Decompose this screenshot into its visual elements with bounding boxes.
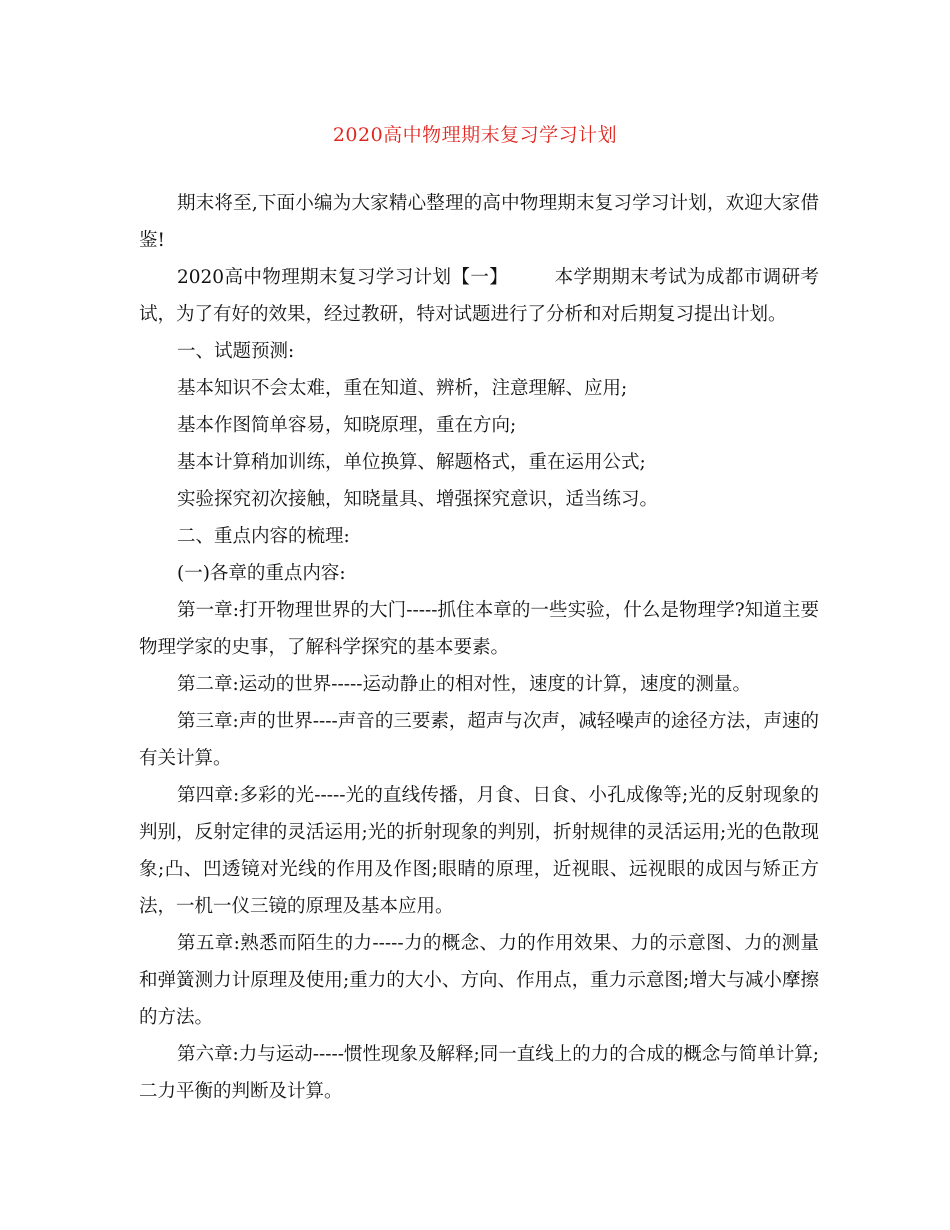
chapter-1-paragraph: 第一章:打开物理世界的大门-----抓住本章的一些实验，什么是物理学?知道主要物理学家的史事，了解科学探究的基本要素。: [139, 600, 819, 658]
subsection-heading-chapters: (一)各章的重点内容:: [177, 563, 346, 584]
chapter-6-paragraph: 第六章:力与运动-----惯性现象及解释;同一直线上的力的合成的概念与简单计算;二力平衡的判断及计算。: [139, 1044, 819, 1102]
chapter-3-paragraph: 第三章:声的世界----声音的三要素，超声与次声，减轻噪声的途径方法，声速的有关计算。: [139, 711, 819, 769]
document-body: [139, 185, 819, 1110]
section-heading-prediction: 一、试题预测:: [177, 341, 295, 362]
intro-paragraph: 期末将至,下面小编为大家精心整理的高中物理期末复习学习计划，欢迎大家借鉴!: [139, 193, 819, 251]
document-title: 2020高中物理期末复习学习计划: [332, 124, 618, 146]
plan-heading: 2020高中物理期末复习学习计划【一】: [177, 267, 509, 288]
chapter-4-paragraph: 第四章:多彩的光-----光的直线传播，月食、日食、小孔成像等;光的反射现象的判别，反射定律的灵活运用;光的折射现象的判别，折射规律的灵活运用;光的色散现象;凸、凹透镜对光线的作用及作图;眼睛的原理，近视眼、远视眼的成因与矫正方法，一机一仪三镜的原理及基本应用。: [139, 785, 819, 917]
list-item-drawing: 基本作图简单容易，知晓原理，重在方向;: [177, 415, 517, 436]
chapter-5-paragraph: 第五章:熟悉而陌生的力-----力的概念、力的作用效果、力的示意图、力的测量和弹簧测力计原理及使用;重力的大小、方向、作用点，重力示意图;增大与减小摩擦的方法。: [139, 933, 819, 1028]
plan-text: 本学期期末考试为成都市调研考试，为了有好的效果，经过教研，特对试题进行了分析和对后期复习提出计划。: [139, 267, 819, 325]
section-heading-key-content: 二、重点内容的梳理:: [177, 526, 350, 547]
list-item-knowledge: 基本知识不会太难，重在知道、辨析，注意理解、应用;: [177, 378, 628, 399]
list-item-calculation: 基本计算稍加训练，单位换算、解题格式，重在运用公式;: [177, 452, 646, 473]
plan-paragraph: [139, 259, 819, 333]
chapter-2-paragraph: 第二章:运动的世界-----运动静止的相对性，速度的计算，速度的测量。: [177, 674, 751, 695]
list-item-experiment: 实验探究初次接触，知晓量具、增强探究意识，适当练习。: [177, 489, 659, 510]
